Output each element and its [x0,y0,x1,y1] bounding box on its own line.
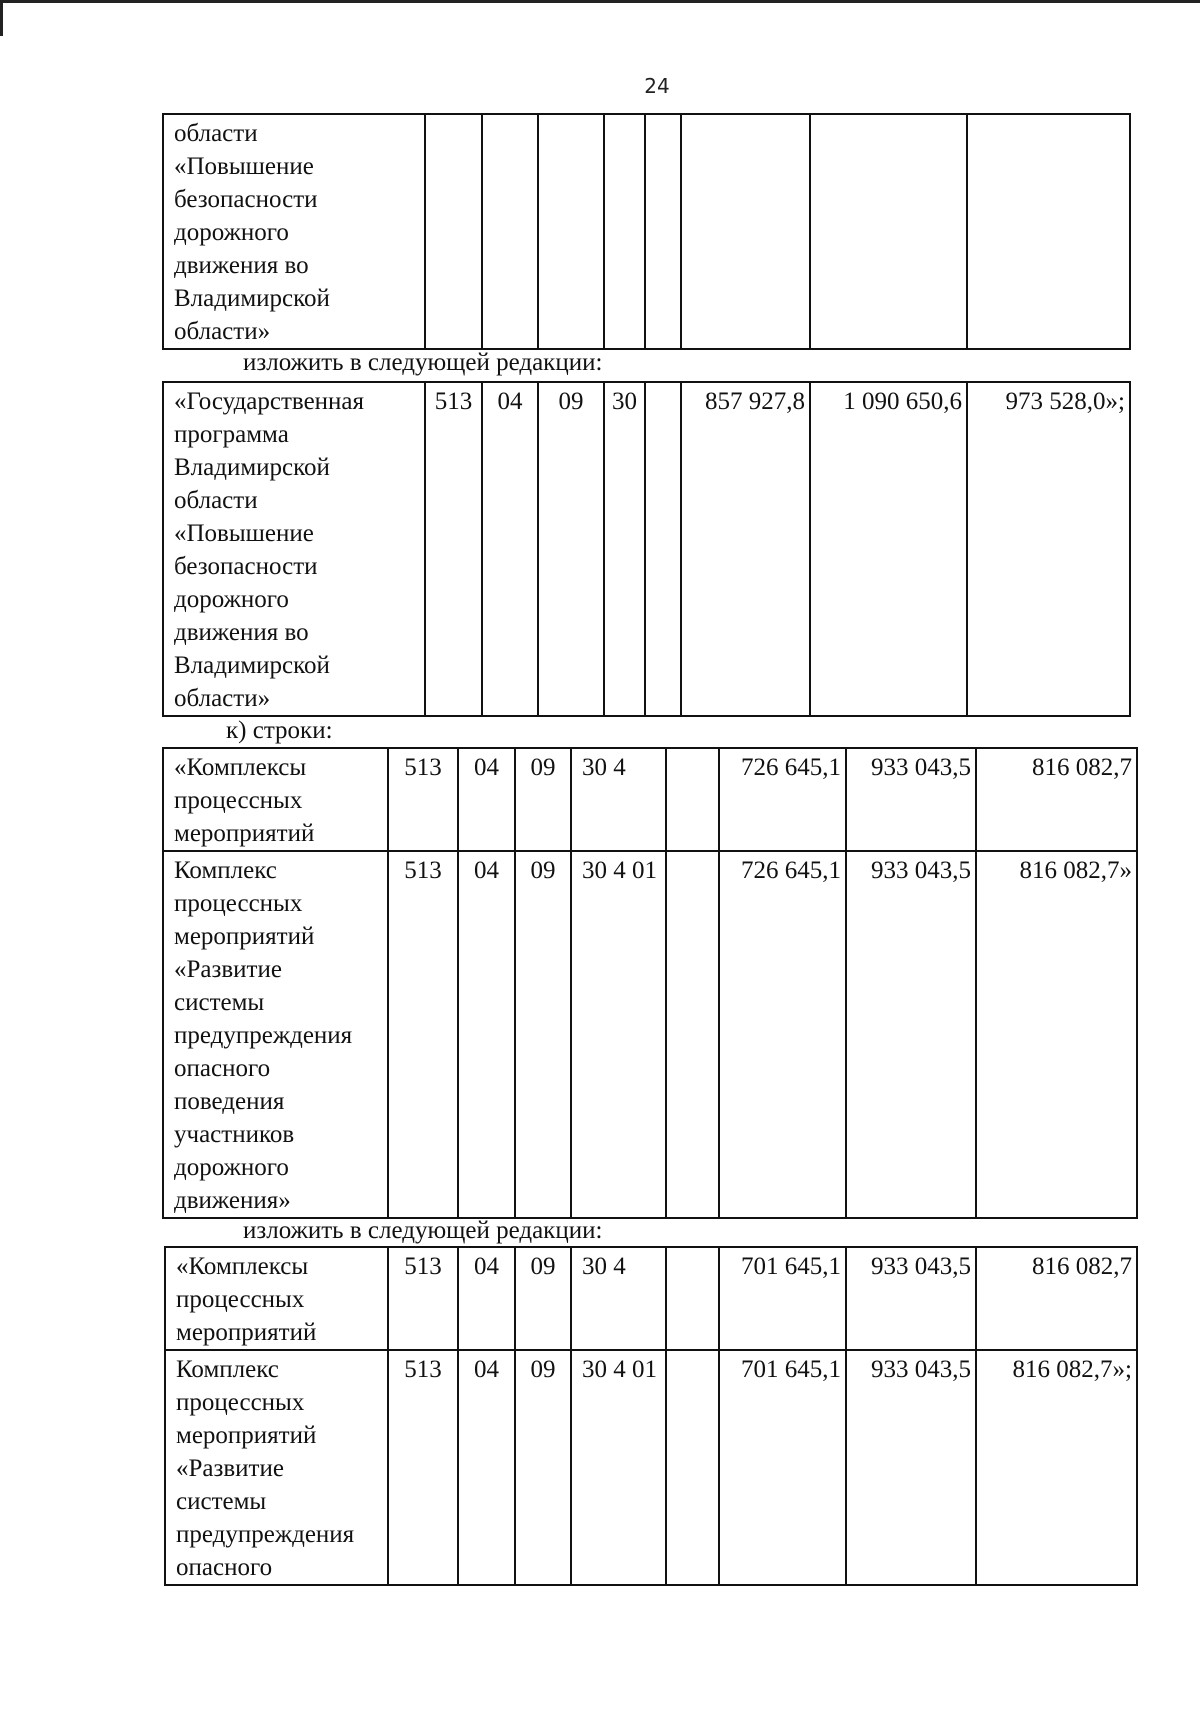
caption-replace-1: изложить в следующей редакции: [243,349,603,376]
row-name: «Государственная программа Владимирской области «Повышение безопасности дорожного движения во Владимирской области» [163,382,425,716]
table-row [163,748,1137,851]
row-name: Комплекс процессных мероприятий «Развитие системы предупреждения опасного [165,1350,388,1585]
code-section: 04 [458,748,515,851]
code-target [604,114,645,349]
code-subsection: 09 [515,851,571,1218]
table-complex-old [162,747,1138,1219]
amount-year-1: 726 645,1 [719,748,846,851]
code-target: 30 4 [571,748,666,851]
code-ministry: 513 [388,1247,458,1350]
amount-year-3: 816 082,7» [976,851,1137,1218]
amount-year-3: 973 528,0»; [967,382,1130,716]
table-program-tail [162,113,1131,350]
code-subsection: 09 [538,382,604,716]
amount-year-1: 701 645,1 [719,1247,846,1350]
code-subsection: 09 [515,1350,571,1585]
code-subsection: 09 [515,1247,571,1350]
code-ministry: 513 [388,748,458,851]
code-target: 30 [604,382,645,716]
row-name: области «Повышение безопасности дорожного движения во Владимирской области» [163,114,425,349]
code-ministry [425,114,482,349]
amount-year-3 [967,114,1130,349]
table-complex-new [164,1246,1138,1586]
table-row [163,382,1130,716]
table-row [163,114,1130,349]
code-expense-type [645,382,681,716]
amount-year-3: 816 082,7 [976,748,1137,851]
code-target: 30 4 01 [571,1350,666,1585]
table-program-new [162,381,1131,717]
amount-year-1: 701 645,1 [719,1350,846,1585]
amount-year-3: 816 082,7»; [976,1350,1137,1585]
code-expense-type [666,1247,719,1350]
code-section: 04 [458,1350,515,1585]
code-expense-type [666,748,719,851]
row-name: Комплекс процессных мероприятий «Развитие системы предупреждения опасного поведения участников дорожного движения» [163,851,388,1218]
caption-replace-2: изложить в следующей редакции: [243,1217,603,1244]
code-section: 04 [458,851,515,1218]
code-section: 04 [458,1247,515,1350]
scan-left-edge [0,0,3,36]
code-ministry: 513 [388,1350,458,1585]
amount-year-3: 816 082,7 [976,1247,1137,1350]
code-expense-type [666,851,719,1218]
code-target: 30 4 01 [571,851,666,1218]
code-section: 04 [482,382,538,716]
amount-year-2: 933 043,5 [846,1247,976,1350]
row-name: «Комплексы процессных мероприятий [163,748,388,851]
amount-year-1: 726 645,1 [719,851,846,1218]
code-subsection: 09 [515,748,571,851]
caption-rows-k: к) строки: [226,717,333,744]
amount-year-1 [681,114,810,349]
page-number: 24 [644,74,670,98]
code-ministry: 513 [425,382,482,716]
code-target: 30 4 [571,1247,666,1350]
code-subsection [538,114,604,349]
amount-year-2: 1 090 650,6 [810,382,967,716]
code-section [482,114,538,349]
amount-year-2: 933 043,5 [846,1350,976,1585]
amount-year-2 [810,114,967,349]
code-expense-type [645,114,681,349]
row-name: «Комплексы процессных мероприятий [165,1247,388,1350]
code-expense-type [666,1350,719,1585]
code-ministry: 513 [388,851,458,1218]
amount-year-1: 857 927,8 [681,382,810,716]
table-row [165,1350,1137,1585]
table-row [165,1247,1137,1350]
amount-year-2: 933 043,5 [846,748,976,851]
amount-year-2: 933 043,5 [846,851,976,1218]
scan-top-edge [0,0,1200,3]
table-row [163,851,1137,1218]
